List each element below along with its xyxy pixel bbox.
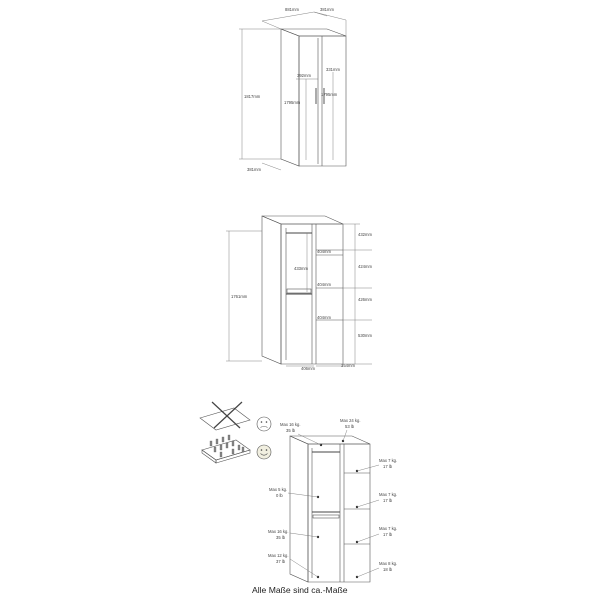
svg-text:Max 24 kg.: Max 24 kg. [340, 418, 361, 423]
svg-text:17 lb: 17 lb [383, 464, 393, 469]
footer-note: Alle Maße sind ca.-Maße [252, 585, 348, 595]
assembly-hints [200, 402, 271, 463]
load-right-shelf-1 [379, 458, 397, 469]
svg-text:Max 7 kg.: Max 7 kg. [379, 526, 398, 531]
v2-shelf-3: 404mm [317, 315, 331, 320]
v2-height-label: 1761mm [231, 294, 248, 299]
v2-shelf-1: 404mm [317, 249, 331, 254]
correct-assembly-icon [202, 435, 271, 463]
v1-depth-label: 381mm [320, 7, 334, 12]
v2-right-2: 424mm [358, 264, 372, 269]
view-load-capacity [268, 418, 397, 582]
v1-width-label: 881mm [285, 7, 299, 12]
svg-text:37 lb: 37 lb [276, 559, 286, 564]
svg-text:35 lb: 35 lb [276, 535, 286, 540]
v2-hanging-label: 433mm [294, 266, 308, 271]
svg-text:53 lb: 53 lb [345, 424, 355, 429]
svg-text:0 lb: 0 lb [276, 493, 283, 498]
svg-text:Max 5 kg.: Max 5 kg. [269, 487, 288, 492]
v1-bottom-depth-label: 381mm [247, 167, 261, 172]
view-open-wardrobe [226, 216, 372, 371]
svg-text:Max 7 kg.: Max 7 kg. [379, 492, 398, 497]
svg-text:17 lb: 17 lb [383, 498, 393, 503]
load-right-bottom [379, 561, 397, 572]
load-left-bottom [268, 553, 288, 564]
v1-inner-width-label: 392mm [297, 73, 311, 78]
svg-text:Max 16 kg.: Max 16 kg. [268, 529, 289, 534]
load-right-shelf-2 [379, 492, 397, 503]
load-right-shelf-3 [379, 526, 397, 537]
load-left-rod [269, 487, 287, 498]
load-top-right [340, 418, 360, 429]
svg-text:17 lb: 17 lb [383, 532, 393, 537]
v2-bottom-right: 354mm [341, 363, 355, 368]
v2-right-3: 426mm [358, 297, 372, 302]
svg-text:Max 16 kg.: Max 16 kg. [280, 422, 301, 427]
load-top-left [280, 422, 300, 433]
v1-inner-height-left: 1795mm [284, 100, 301, 105]
svg-text:Max 12 kg.: Max 12 kg. [268, 553, 289, 558]
v1-height-label: 1817mm [244, 94, 261, 99]
svg-text:Max 8 kg.: Max 8 kg. [379, 561, 398, 566]
wrong-assembly-icon [200, 402, 271, 431]
v2-shelf-2: 404mm [317, 282, 331, 287]
load-left-mid [268, 529, 288, 540]
v1-inner-depth-label: 331mm [326, 67, 340, 72]
view-closed-wardrobe [239, 7, 346, 172]
v2-bottom-left: 406mm [301, 366, 315, 371]
svg-text:18 lb: 18 lb [383, 567, 393, 572]
svg-text:35 lb: 35 lb [286, 428, 296, 433]
v2-right-4: 530mm [358, 333, 372, 338]
svg-text:Max 7 kg.: Max 7 kg. [379, 458, 398, 463]
v2-right-1: 432mm [358, 232, 372, 237]
v1-inner-height-right: 1795mm [321, 92, 338, 97]
